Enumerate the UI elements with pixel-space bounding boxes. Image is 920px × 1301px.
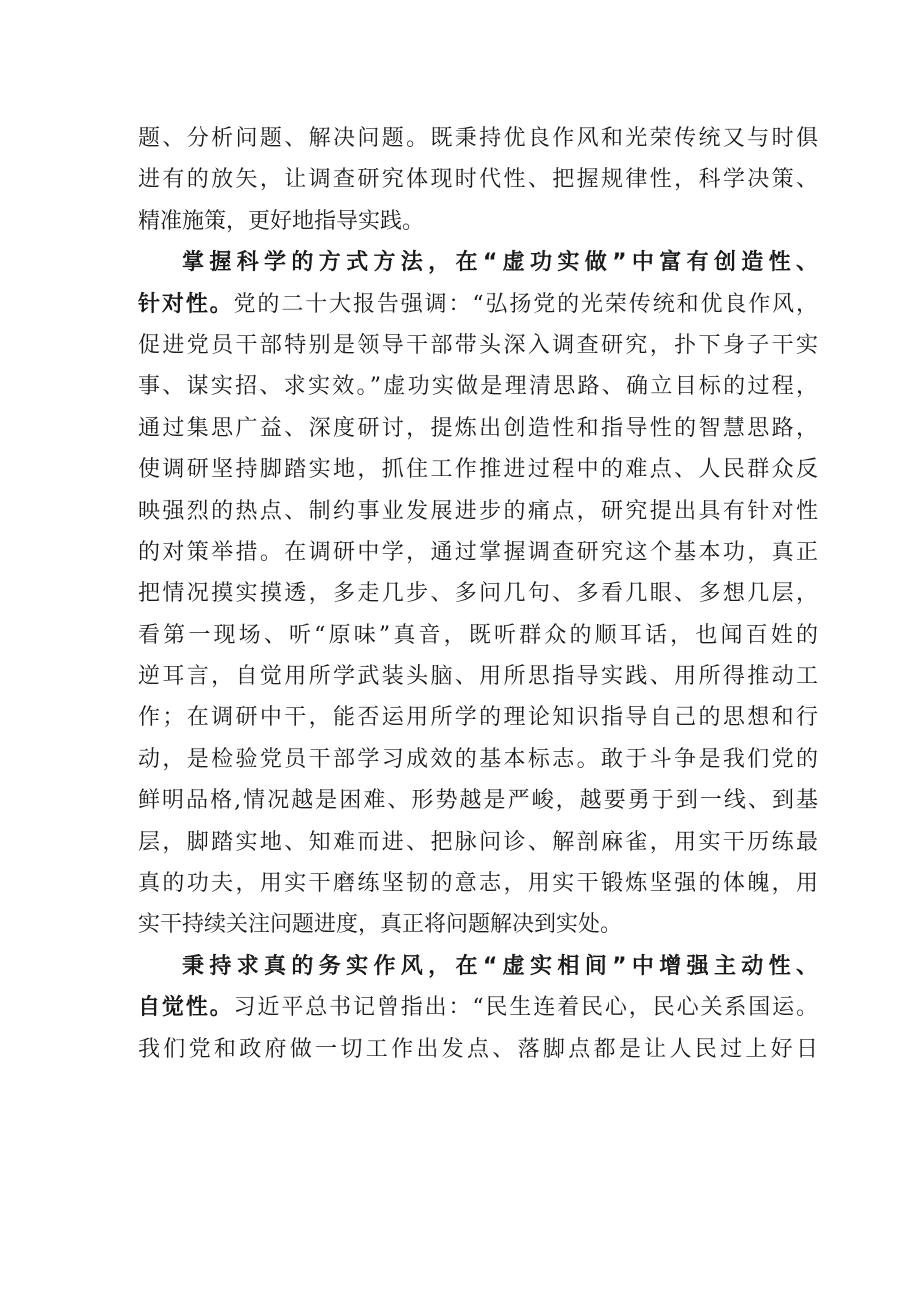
paragraph-3-heading-line-1: 秉持求真的务实作风，在“虚实相间”中增强主动性、 (182, 953, 818, 979)
paragraph-1-line-2: 进有的放矢，让调查研究体现时代性、把握规律性，科学决策、 (138, 167, 818, 193)
paragraph-1-line-3: 精准施策，更好地指导实践。 (138, 208, 425, 234)
paragraph-3-line: 我们党和政府做一切工作出发点、落脚点都是让人民过上好日 (138, 1036, 818, 1062)
paragraph-3-line-2-text: 习近平总书记曾指出：“民生连着民心，民心关系国运。 (233, 995, 818, 1021)
paragraph-2-line: 作；在调研中干，能否运用所学的理论知识指导自己的思想和行 (138, 705, 818, 731)
paragraph-2-heading-line-2: 针对性。 (138, 291, 234, 317)
paragraph-2-line: 实干持续关注问题进度，真正将问题解决到实处。 (138, 912, 623, 938)
paragraph-3-line-2 (138, 987, 818, 1028)
paragraph-2-line: 映强烈的热点、制约事业发展进步的痛点，研究提出具有针对性 (138, 498, 818, 524)
paragraph-2-line: 真的功夫，用实干磨练坚韧的意志，用实干锻炼坚强的体魄，用 (138, 871, 818, 897)
paragraph-2-line-2-text: 党的二十大报告强调：“弘扬党的光荣传统和优良作风， (233, 291, 818, 317)
paragraph-2-line-2 (138, 284, 818, 325)
document-body (138, 118, 818, 1070)
paragraph-2-line: 看第一现场、听“原味”真音，既听群众的顺耳话，也闻百姓的 (138, 622, 818, 648)
paragraph-2-line: 逆耳言，自觉用所学武装头脑、用所思指导实践、用所得推动工 (138, 664, 818, 690)
paragraph-2-line: 鲜明品格,情况越是困难、形势越是严峻，越要勇于到一线、到基 (138, 788, 818, 814)
paragraph-2-line: 促进党员干部特别是领导干部带头深入调查研究，扑下身子干实 (138, 332, 818, 358)
paragraph-2-line: 的对策举措。在调研中学，通过掌握调查研究这个基本功，真正 (138, 539, 818, 565)
paragraph-2-line: 动，是检验党员干部学习成效的基本标志。敢于斗争是我们党的 (138, 746, 818, 772)
paragraph-1-line-1: 题、分析问题、解决问题。既秉持优良作风和光荣传统又与时俱 (138, 126, 818, 151)
paragraph-3-heading-line-2: 自觉性。 (138, 995, 234, 1021)
paragraph-2-line: 通过集思广益、深度研讨，提炼出创造性和指导性的智慧思路， (138, 415, 818, 441)
paragraph-2-line: 层，脚踏实地、知难而进、把脉问诊、解剖麻雀，用实干历练最 (138, 829, 818, 855)
paragraph-2-line: 使调研坚持脚踏实地，抓住工作推进过程中的难点、人民群众反 (138, 457, 818, 483)
paragraph-2-line: 事、谋实招、求实效。”虚功实做是理清思路、确立目标的过程， (138, 374, 818, 400)
paragraph-2-line: 把情况摸实摸透，多走几步、多问几句、多看几眼、多想几层， (138, 581, 818, 607)
paragraph-2-heading-line-1: 掌握科学的方式方法，在“虚功实做”中富有创造性、 (182, 250, 818, 276)
